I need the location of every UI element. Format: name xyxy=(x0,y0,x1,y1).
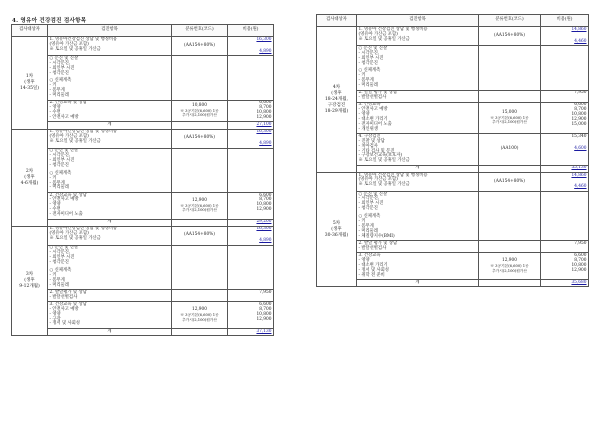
checkup-item-line: - 청각문진 xyxy=(49,260,69,266)
age-group-label: 14-35일) xyxy=(19,85,40,91)
classification-code-line: ※ 3공기본(6,600) 1공 xyxy=(180,313,219,318)
total-row xyxy=(317,280,589,287)
checkup-item-line: - 영양 xyxy=(49,105,61,111)
table-row xyxy=(317,90,589,102)
checkup-item-line: - 머리둘레 xyxy=(358,228,378,234)
cost-value: 4,890 xyxy=(259,141,272,147)
checkup-item-line: - 수면 xyxy=(49,110,61,116)
checkup-item-cell xyxy=(357,253,479,280)
checkup-item-line: - 영양 xyxy=(358,112,370,118)
checkup-item-cell xyxy=(48,245,172,289)
table-row xyxy=(12,226,274,245)
age-group-cell xyxy=(317,27,357,173)
classification-code-cell xyxy=(479,90,541,102)
checkup-item-line: - 진찰 및 상담 xyxy=(358,138,385,144)
checkup-item-line: - 치아검사 xyxy=(358,143,378,149)
cost-cell xyxy=(541,241,589,253)
age-group-label: 1차 xyxy=(25,73,34,79)
age-group-label: (생후 xyxy=(24,277,35,283)
checkup-item-line: 1. 영유아건강검진 상담 및 행정비용 xyxy=(49,36,118,42)
classification-code-cell xyxy=(172,100,228,122)
cost-cell xyxy=(228,37,274,56)
total-spacer xyxy=(479,280,541,287)
column-header-code: 분류번호(코드) xyxy=(172,25,228,37)
checkup-item-cell xyxy=(48,302,172,329)
total-value xyxy=(541,280,589,287)
cost-value: 10,800 xyxy=(256,202,272,208)
checkup-item-line: - 몸무게 xyxy=(358,78,374,84)
total-amount: 37,130 xyxy=(256,328,272,334)
cost-value: 15,000 xyxy=(571,121,587,127)
classification-code-cell xyxy=(479,172,541,191)
column-header-item: 검진항목 xyxy=(48,25,172,37)
cost-value: 12,900 xyxy=(256,207,272,213)
table-row xyxy=(317,191,589,240)
checkup-item-line: (영유아 가산금 포함) xyxy=(49,41,89,47)
checkup-item-cell xyxy=(48,226,172,245)
checkup-item-line: - 개인위생 xyxy=(358,126,378,132)
checkup-item-line: - 청각문진 xyxy=(49,162,69,168)
cost-value: 16,300 xyxy=(256,226,272,232)
checkup-item-line: 1. 영유아 건강검진 상담 및 행정비용 xyxy=(358,26,428,32)
checkup-item-line: ○ 신체계측 xyxy=(358,214,381,220)
classification-code-line: 추가시(2,100)원가산 xyxy=(492,120,527,125)
checkup-item-line: - 구강 xyxy=(49,316,61,322)
classification-code-cell xyxy=(479,134,541,166)
checkup-item-line: (영유아 가산금 포함) xyxy=(49,134,89,140)
table-row xyxy=(317,253,589,280)
cost-cell xyxy=(541,134,589,166)
total-label: 계 xyxy=(357,280,479,287)
checkup-item-line: - 체질량지수(BMI) xyxy=(358,233,395,239)
column-header-cost: 비용(원) xyxy=(228,25,274,37)
total-value xyxy=(228,219,274,226)
checkup-item-cell xyxy=(357,46,479,90)
table-row xyxy=(317,27,589,46)
total-label: 계 xyxy=(48,219,172,226)
classification-code-line: 10,800 xyxy=(191,103,208,109)
cost-value: 12,900 xyxy=(256,316,272,322)
column-header-item: 검진항목 xyxy=(357,15,479,27)
total-spacer xyxy=(172,328,228,335)
classification-code-line: (AA154+80%) xyxy=(494,32,525,38)
table-row xyxy=(12,37,274,56)
checkup-item-line: - 외인부 시진 xyxy=(49,157,75,163)
classification-code-cell xyxy=(172,129,228,148)
total-row xyxy=(12,328,274,335)
classification-code-line: 추가시(2,100)원가산 xyxy=(182,317,217,322)
cost-value: 6,600 xyxy=(259,192,272,198)
classification-code-cell xyxy=(479,241,541,253)
checkup-item-line: 2. 발달 평가 및 상담 xyxy=(358,90,398,96)
checkup-item-line: - 키 xyxy=(358,73,366,79)
checkup-item-line: - 안전사고 예방 xyxy=(49,197,79,203)
checkup-item-line: ※ 토요일 및 공휴일 가산금 xyxy=(358,158,410,164)
checkup-item-line: - 몸무게 xyxy=(49,180,65,186)
cost-value: 8,700 xyxy=(259,306,272,312)
checkup-item-line: - 수면 xyxy=(49,207,61,213)
checkup-item-line: - 청각문진 xyxy=(49,70,69,76)
table-row xyxy=(12,290,274,302)
checkup-item-line: 2. 건강교육 및 상담 xyxy=(49,192,87,198)
classification-code-cell xyxy=(172,148,228,192)
table-row xyxy=(12,56,274,100)
cost-value: 4,890 xyxy=(259,48,272,54)
total-spacer xyxy=(172,219,228,226)
classification-code-cell xyxy=(479,46,541,90)
checkup-item-line: ○ 문진 및 진찰 xyxy=(49,245,79,251)
column-header-age: 검사대상자 xyxy=(12,25,48,37)
cost-value: 7,950 xyxy=(574,240,587,246)
checkup-item-line: - 키 xyxy=(358,219,366,225)
checkup-item-line: 3. 건강교육 xyxy=(358,102,381,108)
age-group-label: 4-6개월) xyxy=(20,180,39,186)
checkup-item-line: - 구강보건교육(보호자) xyxy=(358,153,403,159)
cost-cell xyxy=(541,102,589,134)
cost-value: 8,700 xyxy=(259,197,272,203)
age-group-label: 18-29개월) xyxy=(324,108,349,114)
total-value xyxy=(541,165,589,172)
cost-value: 12,900 xyxy=(571,267,587,273)
checkup-item-line: 1. 영유아건강검진 상담 및 행정비용 xyxy=(49,129,118,135)
checkup-item-line: - 안전사고 예방 xyxy=(49,306,79,312)
checkup-item-line: ○ 문진 및 진찰 xyxy=(49,148,79,154)
checkup-item-line: - 발달선별검사 xyxy=(49,294,78,300)
total-amount: 55,130 xyxy=(571,165,587,171)
checkup-table-left xyxy=(11,24,274,336)
checkup-item-line: 4. 구강검진 xyxy=(358,133,381,139)
classification-code-cell xyxy=(479,27,541,46)
cost-value: 14,860 xyxy=(571,172,587,178)
age-group-cell xyxy=(12,226,48,335)
checkup-item-cell xyxy=(48,148,172,192)
classification-code-line: (AA154+80%) xyxy=(494,178,525,184)
checkup-item-line: - 시각문진, xyxy=(358,50,380,56)
table-row xyxy=(12,302,274,329)
checkup-item-line: - 머리둘레 xyxy=(49,185,69,191)
cost-cell xyxy=(228,192,274,219)
checkup-table-right xyxy=(316,14,589,287)
cost-value: 4,890 xyxy=(259,238,272,244)
checkup-item-line: - 영양 xyxy=(49,202,61,208)
checkup-item-line: - 키 xyxy=(49,272,57,278)
column-header-age: 검사대상자 xyxy=(317,15,357,27)
checkup-item-line: ○ 문진 및 진찰 xyxy=(49,55,79,61)
total-spacer xyxy=(479,165,541,172)
cost-value: 10,800 xyxy=(256,311,272,317)
table-row xyxy=(12,148,274,192)
classification-code-line: ※ 3공기본(6,600) 1공 xyxy=(490,116,529,121)
total-row xyxy=(12,122,274,129)
checkup-item-line: 2. 발달 평가 및 상담 xyxy=(358,240,398,246)
checkup-item-line: ※ 토요일 및 공휴일 가산금 xyxy=(49,138,101,144)
classification-code-cell xyxy=(479,253,541,280)
checkup-item-line: - 안전사고 예방 xyxy=(49,114,79,120)
cost-value: 4,460 xyxy=(574,38,587,44)
cost-value: 10,800 xyxy=(571,112,587,118)
checkup-item-line: - 정서 및 사회성 xyxy=(358,267,389,273)
checkup-item-line: - 발달선별검사 xyxy=(358,95,387,101)
age-group-label: 9-12개월) xyxy=(19,283,40,289)
cost-value: 15,340 xyxy=(571,133,587,139)
checkup-item-line: - 외인부 시진 xyxy=(358,201,384,207)
checkup-item-cell xyxy=(357,241,479,253)
cost-cell xyxy=(541,46,589,90)
checkup-item-line: (영유아 가산금 포함) xyxy=(49,231,89,237)
checkup-item-line: - 발달선별검사 xyxy=(358,245,387,251)
table-row xyxy=(317,102,589,134)
cost-value: 8,700 xyxy=(574,257,587,263)
checkup-item-cell xyxy=(48,37,172,56)
cost-value: 10,800 xyxy=(256,110,272,116)
cost-cell xyxy=(228,290,274,302)
checkup-item-line: - 취학 전 준비 xyxy=(358,272,385,278)
checkup-item-line: ○ 문진 및 진찰 xyxy=(358,191,388,197)
cost-value: 4,460 xyxy=(574,184,587,190)
checkup-item-line: - 몸무게 xyxy=(358,224,374,229)
checkup-item-cell xyxy=(357,102,479,134)
cost-value: 12,900 xyxy=(571,116,587,122)
cost-value: 10,800 xyxy=(571,262,587,268)
table-row xyxy=(317,241,589,253)
total-value xyxy=(228,328,274,335)
cost-cell xyxy=(541,90,589,102)
checkup-item-line: - 정서 및 사회성 xyxy=(49,321,80,327)
cost-cell xyxy=(228,226,274,245)
checkup-item-line: - 외인부 시진 xyxy=(49,255,75,261)
classification-code-line: (AA154+80%) xyxy=(184,42,215,48)
checkup-item-line: - 대소변 가리기 xyxy=(358,116,388,122)
checkup-item-line: 1. 영유아건강검진 상담 및 행정비용 xyxy=(49,226,118,232)
cost-value: 14,860 xyxy=(571,26,587,32)
total-spacer xyxy=(172,122,228,129)
cost-value: 6,600 xyxy=(574,102,587,108)
age-group-label: 3차 xyxy=(25,271,34,277)
total-label: 계 xyxy=(48,328,172,335)
table-row xyxy=(12,192,274,219)
classification-code-line: 추가시(2,100)원가산 xyxy=(182,113,217,118)
age-group-label: 5차 xyxy=(332,220,341,226)
classification-code-line: ※ 3공기본(6,600) 1공 xyxy=(490,264,529,269)
total-label: 계 xyxy=(48,122,172,129)
classification-code-line: 12,900 xyxy=(191,307,208,313)
age-group-cell xyxy=(12,129,48,226)
checkup-item-line: - 키 xyxy=(49,175,57,181)
cost-value: 4,600 xyxy=(574,145,587,151)
column-header-code: 분류번호(코드) xyxy=(479,15,541,27)
age-group-label: (생후 xyxy=(24,79,35,85)
classification-code-line: 추가시(2,100)원가산 xyxy=(492,268,527,273)
checkup-item-line: 2. 건강교육 및 상담 xyxy=(49,100,87,106)
classification-code-cell xyxy=(172,245,228,289)
age-group-label: 18-24개월, xyxy=(324,96,349,102)
checkup-item-line: - 시각문진, xyxy=(358,196,380,202)
checkup-item-line: ※ 토요일 및 공휴일 가산금 xyxy=(358,36,410,42)
checkup-item-line: - 외인부 시진 xyxy=(358,55,384,61)
checkup-item-line: ※ 토요일 및 공휴일 가산금 xyxy=(358,182,410,188)
checkup-item-line: - 머리둘레 xyxy=(358,83,378,89)
checkup-item-line: - 안전사고 예방 xyxy=(358,107,388,113)
checkup-item-line: - 몸무게 xyxy=(49,277,65,283)
checkup-item-cell xyxy=(357,191,479,240)
checkup-item-line: ○ 신체계측 xyxy=(49,78,72,84)
cost-cell xyxy=(541,191,589,240)
cost-cell xyxy=(541,27,589,46)
cost-value: 7,950 xyxy=(574,90,587,96)
table-row xyxy=(317,134,589,166)
classification-code-line: ※ 3공기본(6,600) 1공 xyxy=(180,109,219,114)
cost-value: 6,600 xyxy=(259,100,272,106)
checkup-item-line: ○ 문진 및 진찰 xyxy=(358,45,388,51)
cost-cell xyxy=(228,56,274,100)
classification-code-cell xyxy=(479,191,541,240)
cost-cell xyxy=(228,245,274,289)
age-group-label: (생후 xyxy=(331,226,342,232)
total-row xyxy=(317,165,589,172)
checkup-item-line: 1. 영유아 건강검진 상담 및 행정비용 xyxy=(358,172,428,178)
age-group-cell xyxy=(317,172,357,286)
cost-value: 16,300 xyxy=(256,36,272,42)
checkup-item-cell xyxy=(357,134,479,166)
classification-code-line: ※ 3공기본(6,600) 1공 xyxy=(180,203,219,208)
checkup-item-line: - 시각문진, xyxy=(49,153,71,159)
checkup-item-line: 3. 건강교육 xyxy=(358,252,381,258)
cost-cell xyxy=(541,172,589,191)
classification-code-cell xyxy=(172,37,228,56)
checkup-item-line: ○ 신체계측 xyxy=(49,268,72,273)
checkup-item-line: - 기타 검사 및 문진 xyxy=(358,148,395,154)
checkup-item-line: - 대소변 가리기 xyxy=(358,262,388,268)
total-amount: 27,100 xyxy=(256,122,272,128)
classification-code-line: (AA154+80%) xyxy=(184,135,215,141)
total-amount: 35,680 xyxy=(571,279,587,285)
classification-code-line: 12,900 xyxy=(191,198,208,204)
checkup-item-line: - 전자미디어 노출 xyxy=(358,121,392,127)
checkup-item-line: - 영양 xyxy=(358,257,370,263)
classification-code-cell xyxy=(172,192,228,219)
checkup-item-line: ○ 신체계측 xyxy=(358,68,381,74)
total-label: 계 xyxy=(357,165,479,172)
page-heading: 4. 영유아 건강검진 검사항목 xyxy=(12,18,87,24)
table-row xyxy=(12,100,274,122)
checkup-item-line: ○ 신체계측 xyxy=(49,170,72,176)
table-row xyxy=(317,172,589,191)
total-amount: 29,200 xyxy=(256,219,272,225)
table-header-row xyxy=(317,15,589,27)
age-group-cell xyxy=(12,37,48,129)
checkup-item-cell xyxy=(357,90,479,102)
checkup-item-line: 2. 발달평가 및 상담 xyxy=(49,289,87,295)
checkup-item-line: 3. 건강교육 및 상담 xyxy=(49,301,87,307)
checkup-item-line: - 영양 xyxy=(49,311,61,317)
cost-cell xyxy=(228,129,274,148)
checkup-item-line: (영유아 가산금 포함) xyxy=(358,177,398,183)
classification-code-cell xyxy=(172,226,228,245)
total-row xyxy=(12,219,274,226)
classification-code-cell xyxy=(172,302,228,329)
table-header-row xyxy=(12,25,274,37)
table-row xyxy=(317,46,589,90)
checkup-item-cell xyxy=(48,56,172,100)
checkup-item-line: - 키 xyxy=(49,83,57,89)
cost-value: 7,950 xyxy=(259,289,272,295)
classification-code-cell xyxy=(479,102,541,134)
checkup-item-line: - 청각문진 xyxy=(358,60,378,66)
checkup-item-cell xyxy=(48,129,172,148)
classification-code-line: (AA100) xyxy=(500,146,519,152)
cost-value: 8,700 xyxy=(574,107,587,113)
classification-code-line: 12,900 xyxy=(501,258,518,264)
checkup-item-line: - 시각문진, xyxy=(49,60,71,66)
checkup-item-line: ※ 토요일 및 공휴일 가산금 xyxy=(49,46,101,52)
cost-cell xyxy=(228,302,274,329)
checkup-item-line: - 외인부 시진 xyxy=(49,65,75,71)
classification-code-cell xyxy=(172,56,228,100)
classification-code-line: 추가시(2,100)원가산 xyxy=(182,208,217,213)
checkup-item-line: - 머리둘레 xyxy=(49,93,69,99)
checkup-item-line: (영유아 가산금 포함) xyxy=(358,31,398,37)
table-row xyxy=(12,245,274,289)
column-header-cost: 비용(원) xyxy=(541,15,589,27)
checkup-item-cell xyxy=(48,192,172,219)
checkup-item-cell xyxy=(357,27,479,46)
checkup-item-line: - 몸무게 xyxy=(49,88,65,94)
checkup-item-line: - 청각문진 xyxy=(358,206,378,212)
classification-code-line: (AA154+80%) xyxy=(184,232,215,238)
total-value xyxy=(228,122,274,129)
age-group-label: 구강검진 xyxy=(327,102,346,108)
classification-code-line: 15,000 xyxy=(501,110,518,116)
cost-cell xyxy=(541,253,589,280)
checkup-item-line: - 시각문진, xyxy=(49,250,71,256)
cost-value: 6,600 xyxy=(259,301,272,307)
cost-value: 12,900 xyxy=(256,114,272,120)
age-group-label: (생후 xyxy=(24,174,35,180)
checkup-item-cell xyxy=(48,100,172,122)
cost-value: 16,300 xyxy=(256,129,272,135)
cost-value: 6,600 xyxy=(574,252,587,258)
age-group-label: 2차 xyxy=(25,168,34,174)
cost-cell xyxy=(228,100,274,122)
checkup-item-line: - 머리둘레 xyxy=(49,282,69,288)
checkup-item-cell xyxy=(48,290,172,302)
checkup-item-line: - 전자미디어 노출 xyxy=(49,212,83,218)
classification-code-cell xyxy=(172,290,228,302)
age-group-label: 30-36개월) xyxy=(324,232,349,238)
age-group-label: (생후 xyxy=(331,90,342,96)
checkup-item-line: ※ 토요일 및 공휴일 가산금 xyxy=(49,236,101,242)
cost-cell xyxy=(228,148,274,192)
checkup-item-cell xyxy=(357,172,479,191)
table-row xyxy=(12,129,274,148)
cost-value: 8,700 xyxy=(259,105,272,111)
age-group-label: 4차 xyxy=(332,84,341,90)
